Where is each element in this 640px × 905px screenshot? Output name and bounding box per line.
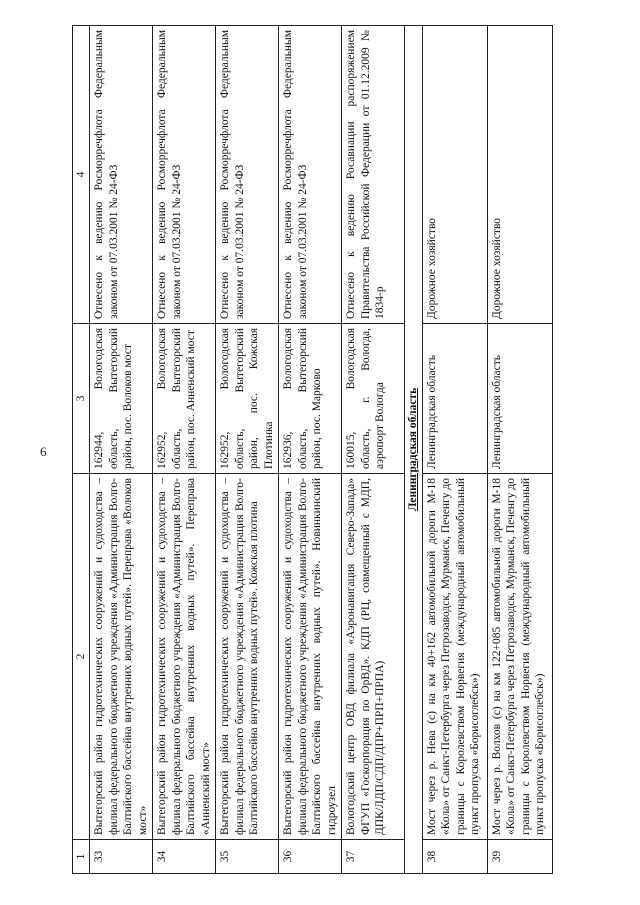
region-header-row bbox=[405, 26, 422, 874]
row-number: 34 bbox=[153, 840, 216, 874]
header-col-1: 1 bbox=[73, 840, 90, 874]
facility-name: Вологодский центр ОВД филиала «Аэронавигация Северо-Запада» ФГУП «Госкорпорация по ОрВД». КДП (РЦ, совмещенный с МДП, ДПК/ЛДП/СДП/ДПР+ПРП+ПРПА) bbox=[342, 474, 405, 840]
table-header-row bbox=[73, 26, 90, 874]
facility-address: 162944, Вологодская область, Вытегорский район, пос. Волоков мост bbox=[90, 324, 153, 474]
table-row bbox=[90, 26, 153, 874]
facility-note: Отнесено к ведению Росморречфлота Федеральным законом от 07.03.2001 № 24-ФЗ bbox=[279, 26, 342, 324]
header-col-3: 3 bbox=[73, 324, 90, 474]
row-number: 37 bbox=[342, 840, 405, 874]
facility-name: Мост через р. Нева (с) на км 40+162 автомобильной дороги М-18 «Кола» от Санкт-Петербурга через Петрозаводск, Мурманск, Печенгу до границы с Королевством Норвегия (международный автомобильный пункт пропуска «Борисоглебск») bbox=[422, 474, 487, 840]
row-number: 39 bbox=[487, 840, 552, 874]
facility-address: 162952, Вологодская область, Вытегорский район, пос. Анненский мост bbox=[153, 324, 216, 474]
row-number: 38 bbox=[422, 840, 487, 874]
facility-name: Вытегорский район гидротехнических сооружений и судоходства – филиал федерального бюджетного учреждения «Администрация Волго-Балтийского бассейна внутренних водных путей». Новинкинский гидроузел bbox=[279, 474, 342, 840]
row-number: 35 bbox=[216, 840, 279, 874]
facility-address: 162936, Вологодская область, Вытегорский район, пос. Марково bbox=[279, 324, 342, 474]
facility-note: Отнесено к ведению Росморречфлота Федеральным законом от 07.03.2001 № 24-ФЗ bbox=[216, 26, 279, 324]
facility-address: Ленинградская область bbox=[487, 324, 552, 474]
facility-name: Вытегорский район гидротехнических сооружений и судоходства – филиал федерального бюджетного учреждения «Администрация Волго-Балтийского бассейна внутренних водных путей». Кожская плотина bbox=[216, 474, 279, 840]
table-row bbox=[342, 26, 405, 874]
table-row bbox=[216, 26, 279, 874]
facility-address: 160015, Вологодская область, г. Вологда, аэропорт Вологда bbox=[342, 324, 405, 474]
facility-name: Вытегорский район гидротехнических сооружений и судоходства – филиал федерального бюджетного учреждения «Администрация Волго-Балтийского бассейна внутренних водных путей». Переправа «Анненский мост» bbox=[153, 474, 216, 840]
table-row bbox=[487, 26, 552, 874]
row-number: 36 bbox=[279, 840, 342, 874]
region-heading: Ленинградская область bbox=[405, 26, 422, 874]
facility-note: Отнесено к ведению Росавиации распоряжением Правительства Российской Федерации от 01.12.2009 № 1834-р bbox=[342, 26, 405, 324]
facility-name: Вытегорский район гидротехнических сооружений и судоходства – филиал федерального бюджетного учреждения «Администрация Волго-Балтийского бассейна внутренних водных путей». Переправа «Волоков мост» bbox=[90, 474, 153, 840]
table-row bbox=[279, 26, 342, 874]
facility-name: Мост через р. Волхов (с) на км 122+085 автомобильной дороги М-18 «Кола» от Санкт-Петербурга через Петрозаводск, Мурманск, Печенгу до границы с Королевством Норвегия (международный автомобильный пункт пропуска «Борисоглебск») bbox=[487, 474, 552, 840]
table-row bbox=[422, 26, 487, 874]
header-col-2: 2 bbox=[73, 474, 90, 840]
facility-note: Отнесено к ведению Росморречфлота Федеральным законом от 07.03.2001 № 24-ФЗ bbox=[153, 26, 216, 324]
facility-note: Отнесено к ведению Росморречфлота Федеральным законом от 07.03.2001 № 24-ФЗ bbox=[90, 26, 153, 324]
facility-address: Ленинградская область bbox=[422, 324, 487, 474]
row-number: 33 bbox=[90, 840, 153, 874]
table-row bbox=[153, 26, 216, 874]
facilities-table bbox=[72, 25, 553, 874]
page-number: 6 bbox=[40, 444, 47, 459]
facility-address: 162952, Вологодская область, Вытегорский район, пос. Кожская Плотинка bbox=[216, 324, 279, 474]
rotated-table-container bbox=[72, 26, 602, 874]
facility-note: Дорожное хозяйство bbox=[422, 26, 487, 324]
header-col-4: 4 bbox=[73, 26, 90, 324]
facility-note: Дорожное хозяйство bbox=[487, 26, 552, 324]
